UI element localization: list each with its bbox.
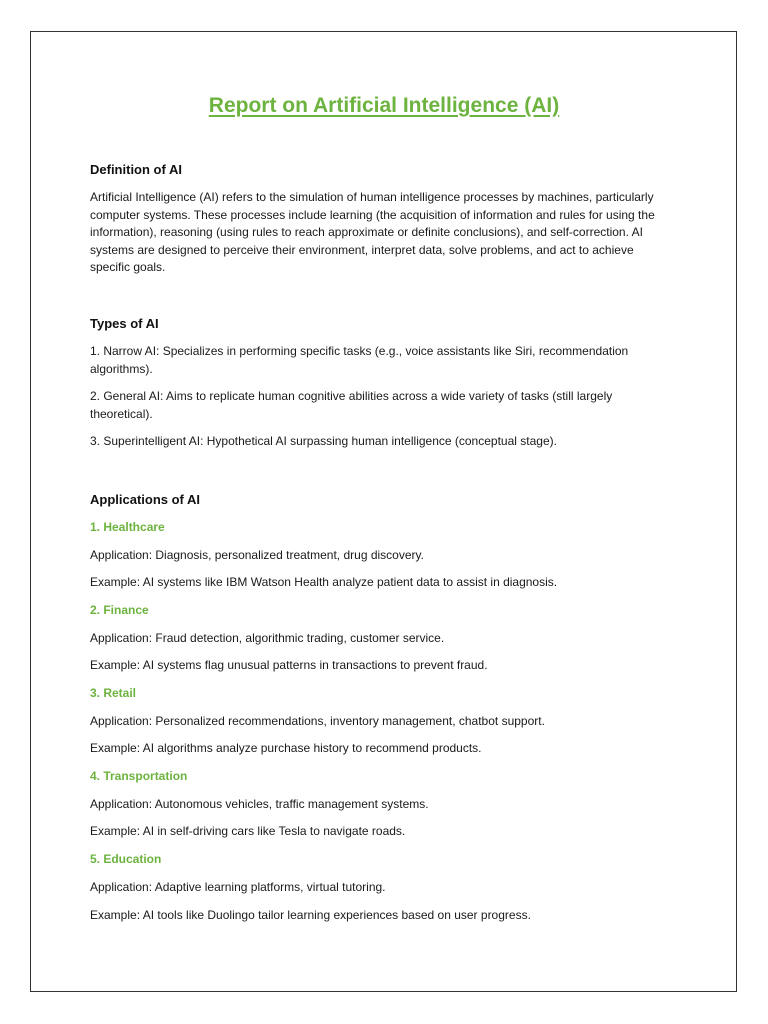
types-item-3: 3. Superintelligent AI: Hypothetical AI surpassing human intelligence (conceptual stage). [90,434,557,448]
application-title-education: 5. Education [90,852,162,866]
application-use-finance: Application: Fraud detection, algorithmic trading, customer service. [90,631,445,645]
application-title-finance: 2. Finance [90,603,149,617]
application-title-healthcare: 1. Healthcare [90,520,165,534]
application-example-retail: Example: AI algorithms analyze purchase history to recommend products. [90,741,482,755]
application-title-transportation: 4. Transportation [90,769,188,783]
application-use-healthcare: Application: Diagnosis, personalized treatment, drug discovery. [90,548,424,562]
application-use-transportation: Application: Autonomous vehicles, traffic management systems. [90,797,429,811]
application-title-retail: 3. Retail [90,686,137,700]
application-example-transportation: Example: AI in self-driving cars like Tesla to navigate roads. [90,824,406,838]
application-use-retail: Application: Personalized recommendations, inventory management, chatbot support. [90,714,545,728]
application-use-education: Application: Adaptive learning platforms, virtual tutoring. [90,880,386,894]
applications-heading: Applications of AI [90,492,201,507]
types-item-2: 2. General AI: Aims to replicate human cognitive abilities across a wide variety of tasks (still largely theoretical). [90,389,613,421]
definition-text: Artificial Intelligence (AI) refers to the simulation of human intelligence processes by machines, particularly computer systems. These processes include learning (the acquisition of information and rules for using the information), reasoning (using rules to reach approximate or definite conclusions), and self-correction. AI systems are designed to perceive their environment, interpret data, solve problems, and act to achieve specific goals. [90,190,655,274]
application-example-finance: Example: AI systems flag unusual patterns in transactions to prevent fraud. [90,658,488,672]
document-title: Report on Artificial Intelligence (AI) [208,94,560,117]
definition-heading: Definition of AI [90,162,182,177]
types-item-1: 1. Narrow AI: Specializes in performing specific tasks (e.g., voice assistants like Siri, recommendation algorithms). [90,344,629,376]
application-example-education: Example: AI tools like Duolingo tailor learning experiences based on user progress. [90,908,531,922]
types-heading: Types of AI [90,316,159,331]
application-example-healthcare: Example: AI systems like IBM Watson Health analyze patient data to assist in diagnosis. [90,575,558,589]
